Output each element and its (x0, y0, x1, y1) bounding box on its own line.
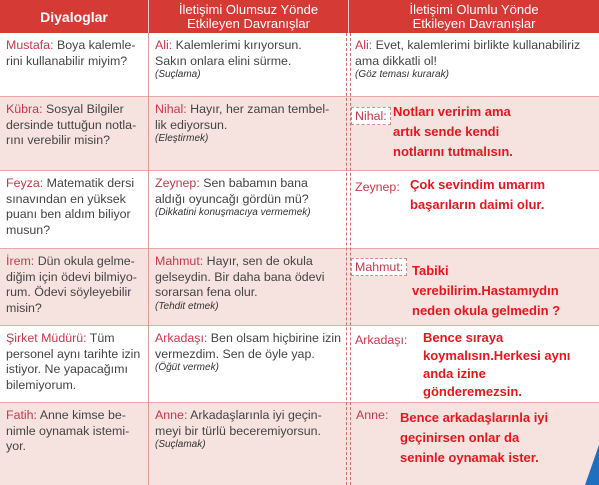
dialog-text: dersinde tuttuğun notla- (6, 117, 137, 132)
handwritten-line: gönderemezsin. (423, 384, 522, 399)
negative-text: aldığı oyuncağı gördün mü? (155, 191, 309, 206)
negative-text: gelseydin. Bir daha bana ödevi (155, 269, 325, 284)
dialog-text: yor. (6, 439, 26, 453)
handwritten-answer (412, 261, 560, 321)
negative-cell (149, 403, 348, 451)
dialog-text: musun? (6, 222, 51, 237)
handwritten-line: artık sende kendi (393, 124, 500, 139)
negative-text: Kalemlerimi kırıyorsun. (175, 38, 302, 52)
handwritten-line: koymalısın.Herkesi aynı (423, 348, 571, 363)
dialog-text: Sosyal Bilgiler (45, 102, 124, 116)
negative-speaker: Ali: (155, 38, 173, 52)
column-divider (350, 33, 351, 485)
dialog-cell (0, 249, 148, 316)
dialog-text: Matematik dersi (46, 176, 135, 190)
dialog-text: rını verebilir misin? (6, 133, 110, 147)
handwritten-speaker: Zeynep: (355, 180, 400, 194)
handwritten-line: geçinirsen onlar da (400, 430, 520, 445)
dialog-cell (0, 403, 148, 455)
dialog-text: istiyor. Ne yapacağımı (6, 362, 128, 376)
handwritten-line: anda izine (423, 366, 486, 381)
negative-cell (149, 326, 348, 374)
column-divider (148, 33, 149, 485)
handwritten-speaker: Nihal: (351, 107, 391, 125)
dialog-text: Tüm (89, 331, 115, 345)
negative-speaker: Anne: (155, 408, 188, 422)
table-row (0, 97, 599, 170)
positive-note: (Göz teması kurarak) (355, 69, 449, 80)
handwritten-answer (423, 329, 570, 401)
negative-text: Arkadaşlarınla iyi geçin- (190, 408, 322, 422)
handwritten-answer (400, 408, 548, 468)
dialog-cell (0, 326, 148, 393)
dialog-text: bilemiyorum. (6, 377, 77, 392)
header-positive-line2: Etkileyen Davranışlar (412, 15, 536, 31)
handwritten-line: başarıların daimi olur. (410, 197, 545, 212)
dialog-text: puanı ben aldım biliyor (6, 207, 131, 221)
negative-text: vermezdim. Sen de öyle yap. (155, 346, 315, 361)
negative-text: Hayır, her zaman tembel- (190, 102, 330, 116)
table-row (0, 249, 599, 325)
negative-speaker: Mahmut: (155, 254, 204, 268)
negative-note: (Dikkatini konuşmacıya vermemek) (155, 207, 311, 218)
negative-text: meyi bir türlü beceremiyorsun. (155, 423, 321, 438)
table-row (0, 171, 599, 248)
dialog-speaker: İrem: (6, 254, 35, 268)
negative-cell (149, 171, 348, 219)
negative-cell (149, 249, 348, 313)
dialog-cell (0, 171, 148, 238)
dialog-text: sınavından en yüksek (6, 191, 126, 206)
header-positive-line1: İletişimi Olumlu Yönde (409, 1, 539, 17)
dialog-text: misin? (6, 300, 42, 315)
negative-speaker: Zeynep: (155, 176, 200, 190)
positive-text: Evet, kalemlerimi birlikte kullanabiliriz (375, 38, 581, 52)
dialog-cell (0, 33, 148, 69)
handwritten-line: notlarını tutmalısın. (393, 144, 513, 159)
handwritten-line: Çok sevindim umarım (410, 177, 546, 192)
handwritten-answer (393, 102, 513, 162)
handwritten-line: neden okula gelmedin ? (412, 303, 561, 318)
negative-cell (149, 97, 348, 145)
table-row (0, 326, 599, 402)
handwritten-line: verebilirim.Hastamıydın (412, 283, 559, 298)
dialog-text: diğim için ödevi bilmiyo- (6, 269, 137, 284)
handwritten-line: Tabiki (412, 263, 449, 278)
handwritten-speaker: Anne: (356, 408, 389, 422)
handwritten-line: Bence sıraya (423, 330, 504, 345)
header-negative (149, 0, 348, 33)
dialog-speaker: Kübra: (6, 102, 43, 116)
handwritten-speaker: Arkadaşı: (355, 333, 408, 347)
header-negative-line1: İletişimi Olumsuz Yönde (178, 1, 319, 17)
dialog-text: personel aynı tarihte izin (6, 346, 141, 361)
negative-note: (Eleştirmek) (155, 133, 209, 144)
positive-speaker: Ali: (355, 38, 373, 52)
dialog-cell (0, 97, 148, 149)
negative-cell (149, 33, 348, 81)
column-divider (346, 33, 347, 485)
dialog-text: rum. Ödevi söyleyebilir (6, 285, 132, 299)
dialog-speaker: Feyza: (6, 176, 44, 190)
handwritten-answer (410, 175, 545, 215)
dialog-text: Boya kalemle- (56, 38, 136, 52)
negative-note: (Suçlama) (155, 69, 201, 80)
dialog-speaker: Fatih: (6, 408, 37, 422)
negative-speaker: Nihal: (155, 102, 187, 116)
header-dialogs-label: Diyaloglar (40, 8, 108, 25)
handwritten-line: seninle oynamak ister. (400, 450, 539, 465)
dialog-speaker: Mustafa: (6, 38, 54, 52)
negative-text: Hayır, sen de okula (206, 254, 313, 268)
header-dialogs (0, 0, 148, 33)
negative-text: Sakın onlara elini sürme. (155, 53, 292, 68)
negative-speaker: Arkadaşı: (155, 331, 208, 345)
positive-cell (349, 33, 599, 81)
handwritten-line: Bence arkadaşlarınla iyi (400, 410, 549, 425)
negative-text: Sen babamın bana (203, 176, 308, 190)
negative-note: (Öğüt vermek) (155, 362, 219, 373)
table-header (0, 0, 599, 33)
table-row (0, 33, 599, 96)
negative-text: Ben olsam hiçbirine izin (210, 331, 341, 345)
negative-note: (Tehdit etmek) (155, 300, 219, 312)
handwritten-line: Notları veririm ama (393, 104, 511, 119)
handwritten-speaker: Mahmut: (351, 258, 407, 276)
header-positive (349, 0, 599, 33)
dialog-text: Dün okula gelme- (37, 254, 135, 268)
dialog-text: rini kullanabilir miyim? (6, 53, 128, 68)
dialog-speaker: Şirket Müdürü: (6, 331, 87, 345)
positive-text: ama dikkatli ol! (355, 53, 437, 68)
table-row (0, 403, 599, 485)
header-negative-line2: Etkileyen Davranışlar (187, 15, 310, 31)
dialog-text: Anne kimse be- (39, 408, 126, 422)
negative-note: (Suçlamak) (155, 439, 206, 450)
dialog-text: nimle oynamak istemi- (6, 423, 130, 438)
negative-text: lik ediyorsun. (155, 117, 228, 132)
negative-text: sorarsan fena olur. (155, 285, 258, 299)
